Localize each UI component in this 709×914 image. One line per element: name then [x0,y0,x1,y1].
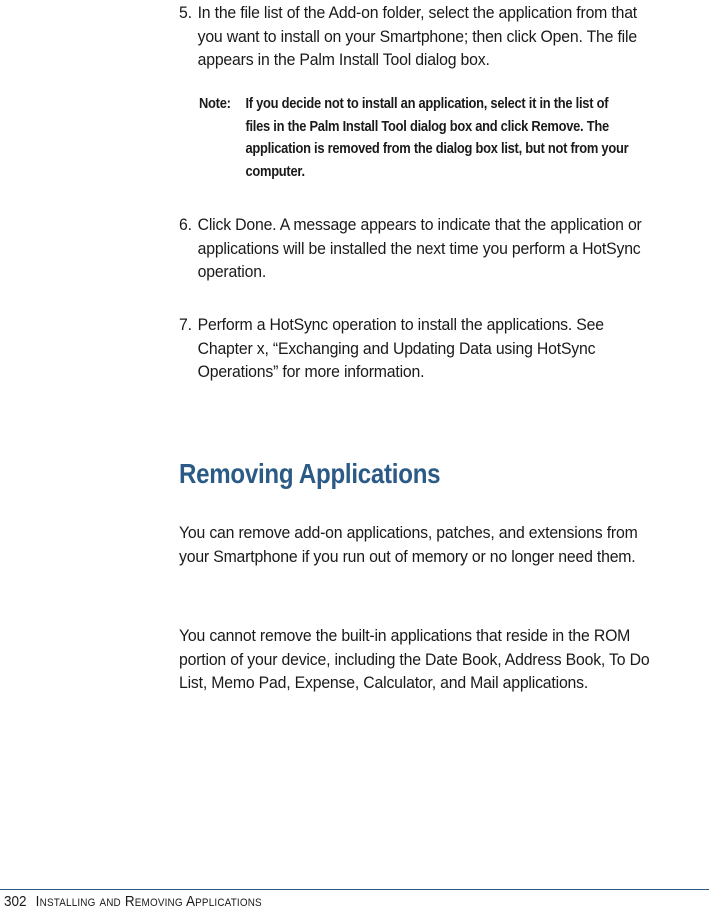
step-number: 7. [179,315,192,334]
step-text: Click Done. A message appears to indicate that the application or applications will be installed the next time you perform a HotSync operation. [197,215,642,281]
page-number: 302 [4,893,27,910]
paragraph: You cannot remove the built-in applications that reside in the ROM portion of your device, including the Date Book, Address Book, To Do List, Memo Pad, Expense, Calculator, and Mail applications. [179,626,650,692]
step-text: In the file list of the Add-on folder, select the application from that you want to install on your Smartphone; then click Open. The file appears in the Palm Install Tool dialog box. [197,3,638,69]
step-number: 6. [179,215,192,234]
step-text: Perform a HotSync operation to install the applications. See Chapter x, “Exchanging and Updating Data using HotSync Operations” for more information. [197,315,604,381]
paragraph: You can remove add-on applications, patches, and extensions from your Smartphone if you run out of memory or no longer need them. [179,523,638,566]
section-heading: Removing Applications [179,458,441,489]
note [199,93,629,183]
footer-divider [0,889,709,890]
note-text: If you decide not to install an application, select it in the list of files in the Palm Install Tool dialog box and click Remove. The application is removed from the dialog box list, but not from your computer. [245,95,629,180]
running-title: Installing and Removing Applications [35,893,262,910]
note-label: Note: [199,95,231,112]
step-5 [179,1,653,72]
page-footer [4,893,262,910]
step-6 [179,213,653,284]
step-number: 5. [179,3,192,22]
step-7 [179,313,653,384]
